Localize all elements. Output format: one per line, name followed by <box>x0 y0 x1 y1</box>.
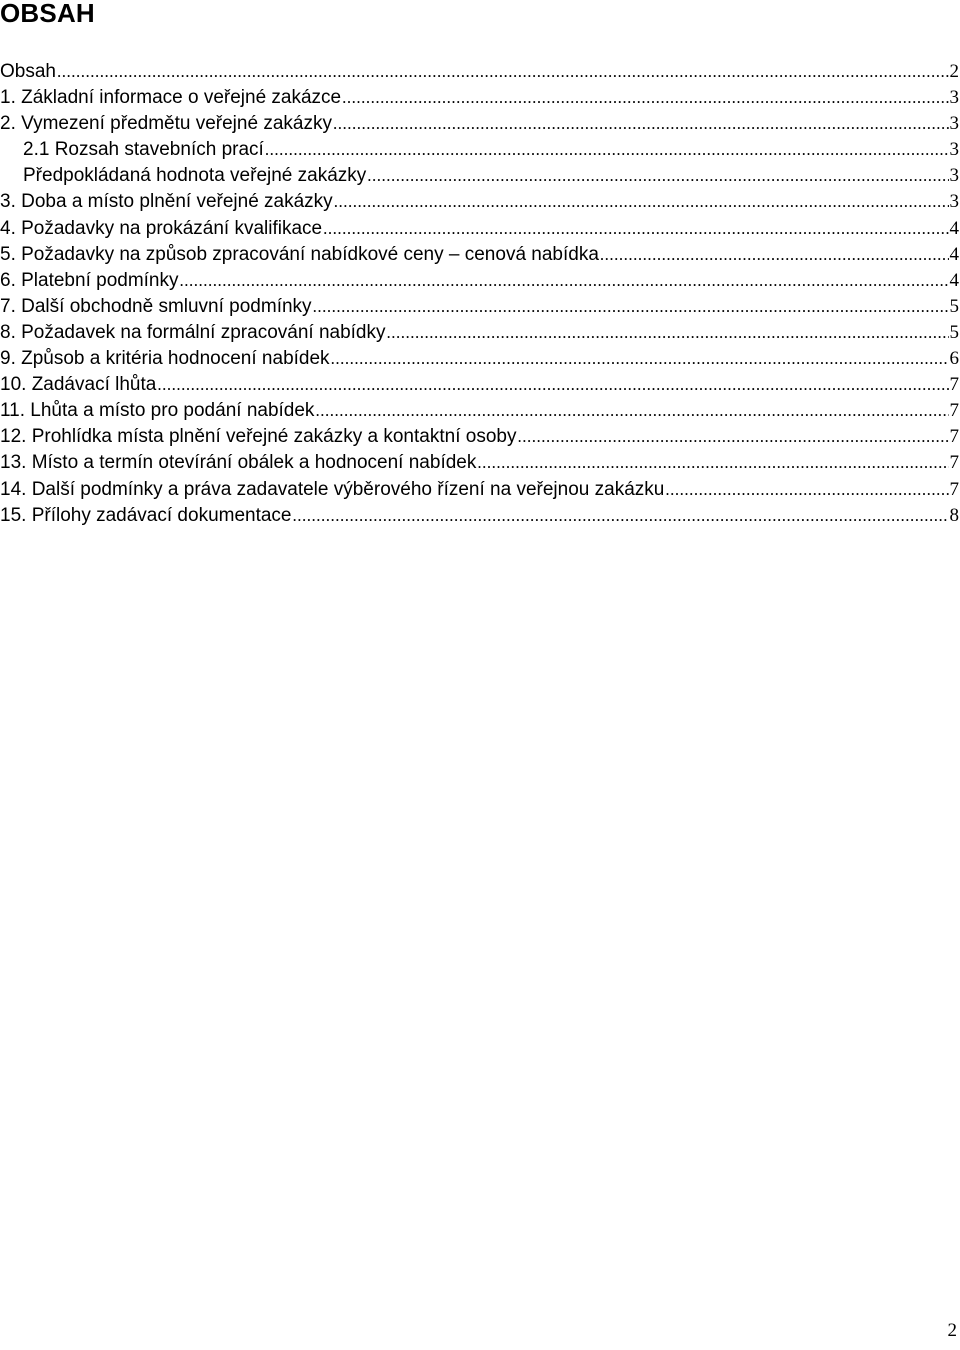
toc-entry-page[interactable]: 5 <box>949 295 959 317</box>
toc-entry-page[interactable]: 3 <box>949 165 959 187</box>
toc-entry[interactable] <box>0 137 960 163</box>
toc-dot-leader <box>387 320 949 344</box>
toc-entry[interactable] <box>0 242 960 268</box>
toc-dot-leader <box>477 450 948 474</box>
toc-dot-leader <box>331 346 949 370</box>
toc-dot-leader <box>57 59 949 83</box>
toc-entry-title[interactable]: Předpokládaná hodnota veřejné zakázky <box>23 165 367 187</box>
toc-entry-page[interactable]: 7 <box>949 426 959 448</box>
toc-entry-page[interactable]: 4 <box>949 269 959 291</box>
toc-entry[interactable] <box>0 398 960 424</box>
toc-entry-title[interactable]: 12. Prohlídka místa plnění veřejné zakázky a kontaktní osoby <box>0 426 517 448</box>
toc-entry[interactable] <box>0 320 960 346</box>
toc-entry[interactable] <box>0 85 960 111</box>
toc-entry-title[interactable]: 11. Lhůta a místo pro podání nabídek <box>0 400 315 422</box>
toc-entry[interactable] <box>0 268 960 294</box>
toc-entry-title[interactable]: 1. Základní informace o veřejné zakázce <box>0 87 342 109</box>
toc-entry-page[interactable]: 7 <box>949 374 959 396</box>
page-number: 2 <box>947 1320 957 1341</box>
toc-entry-page[interactable]: 2 <box>949 61 959 82</box>
toc-entry-page[interactable]: 7 <box>949 400 959 422</box>
toc-dot-leader <box>315 398 948 422</box>
toc-entry[interactable] <box>0 503 960 529</box>
toc-dot-leader <box>313 294 949 318</box>
toc-entry-page[interactable]: 4 <box>949 243 959 265</box>
toc-entry-title[interactable]: 9. Způsob a kritéria hodnocení nabídek <box>0 348 330 370</box>
toc-dot-leader <box>333 111 949 135</box>
toc-entry[interactable] <box>0 346 960 372</box>
toc-entry[interactable] <box>0 294 960 320</box>
toc-entry-title[interactable]: 3. Doba a místo plnění veřejné zakázky <box>0 191 333 213</box>
toc-entry[interactable] <box>0 216 960 242</box>
toc-entry-title[interactable]: 5. Požadavky na způsob zpracování nabídkové ceny – cenová nabídka <box>0 243 599 265</box>
toc-dot-leader <box>157 372 948 396</box>
page-title: OBSAH <box>0 0 95 28</box>
toc-entry[interactable] <box>0 372 960 398</box>
toc-entry-title[interactable]: 4. Požadavky na prokázání kvalifikace <box>0 217 323 239</box>
toc-entry-title[interactable]: Obsah <box>0 61 56 82</box>
toc-dot-leader <box>334 189 949 213</box>
toc-entry[interactable] <box>0 450 960 476</box>
toc-dot-leader <box>665 477 948 501</box>
toc-entry-title[interactable]: 2.1 Rozsah stavebních prací <box>23 139 264 161</box>
toc-entry-page[interactable]: 4 <box>949 217 959 239</box>
toc-entry-page[interactable]: 8 <box>949 504 959 526</box>
toc-entry-title[interactable]: 6. Platební podmínky <box>0 269 179 291</box>
toc-entry[interactable] <box>0 59 960 85</box>
toc-entry-title[interactable]: 2. Vymezení předmětu veřejné zakázky <box>0 113 332 135</box>
table-of-contents <box>0 59 960 529</box>
toc-entry-title[interactable]: 15. Přílohy zadávací dokumentace <box>0 504 292 526</box>
toc-entry-page[interactable]: 5 <box>949 321 959 343</box>
toc-dot-leader <box>293 503 949 527</box>
toc-dot-leader <box>342 85 948 109</box>
toc-dot-leader <box>600 242 949 266</box>
toc-entry-title[interactable]: 14. Další podmínky a práva zadavatele výběrového řízení na veřejnou zakázku <box>0 478 665 500</box>
toc-entry-page[interactable]: 6 <box>949 348 959 370</box>
toc-entry[interactable] <box>0 477 960 503</box>
toc-dot-leader <box>323 216 948 240</box>
toc-entry-title[interactable]: 13. Místo a termín otevírání obálek a hodnocení nabídek <box>0 452 477 474</box>
toc-entry-page[interactable]: 3 <box>949 139 959 161</box>
toc-entry[interactable] <box>0 424 960 450</box>
toc-entry-page[interactable]: 3 <box>949 113 959 135</box>
toc-entry-page[interactable]: 7 <box>949 478 959 500</box>
toc-entry-title[interactable]: 8. Požadavek na formální zpracování nabídky <box>0 321 386 343</box>
toc-dot-leader <box>265 137 949 161</box>
toc-entry-page[interactable]: 3 <box>949 87 959 109</box>
toc-dot-leader <box>367 163 948 187</box>
toc-entry[interactable] <box>0 189 960 215</box>
toc-entry[interactable] <box>0 163 960 189</box>
toc-entry[interactable] <box>0 111 960 137</box>
toc-entry-title[interactable]: 7. Další obchodně smluvní podmínky <box>0 295 312 317</box>
toc-entry-title[interactable]: 10. Zadávací lhůta <box>0 374 157 396</box>
toc-dot-leader <box>180 268 949 292</box>
toc-entry-page[interactable]: 7 <box>949 452 959 474</box>
toc-dot-leader <box>517 424 948 448</box>
toc-entry-page[interactable]: 3 <box>949 191 959 213</box>
